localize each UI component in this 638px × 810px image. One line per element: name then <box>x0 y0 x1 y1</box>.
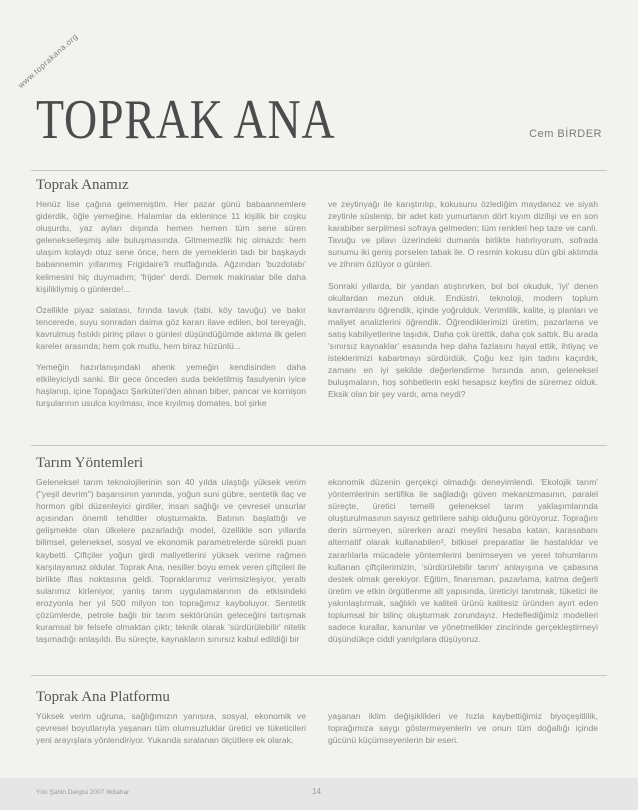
section-2-left-column <box>36 476 306 654</box>
paragraph: yaşanan iklim değişiklikleri ve hızla kaybettiğimiz biyoçeşitlilik, toprağımıza saygı göstermeyenlerin ve onun tüm doğallığı içinde gücünü küçümseyenlerin bir eseri. <box>328 711 598 746</box>
paragraph: Henüz lise çağına gelmemiştim. Her pazar günü babaannemlere giderdik, öğle yemeğine. Halamlar da eklenince 11 kişilik bir coşku oluşurdu, yaz ayları dışında hemen hemen tüm sene süren gelenekselleşmiş aile buluşmasında. Gitmemezlik hiç olmazdı: hem ulaşım kolaydı otuz sene önce, hem de yemeklerin tadı bir başkaydı babannemin yıllanmış Frigidaire'li mutfağında. Ağzından 'buzdolabı' kelimesini hiç duymadım; 'frijder' derdi. Demek makinalar bile daha kişilikliymiş o günlerde!... <box>36 199 306 294</box>
paragraph: Geleneksel tarım teknolojilerinin son 40 yılda ulaştığı yüksek verim ("yeşil devrim") başarısının yanında, yoğun suni gübre, sentetik ilaç ve hormon gibi düzenleyici girdiler, insan sağlığı ve çevresel unsurlar açısından önemli tehditler oluşturmakta. Batının başlattığı ve gelişmekte olan ülkelere pazarladığı model, özellikle son yıllarda bilimsel, geleneksel, sosyal ve ekonomik parametrelerde sürekli puan kaybetti. Çiftçiler yoğun girdi maliyetlerini yüksek verime rağmen karşılayamaz oldular. Toprak Ana, nesiller boyu emek veren çiftçileri ile birlikte iflas noktasına geldi. Topraklarımız verimsizleşiyor, yeraltı sularımız kirleniyor, yanlış tarım uygulamalarının da etkisindeki erozyonla her yıl 500 milyon ton toprağımız kayboluyor. Sentetik çözümlerde, petrole bağlı bir tarım sektörünün geleceğini tartışmak kuramsal bir felsefe olmaktan çıktı; teknik olarak 'sürdürülebilir' nitelik taşımadığı anlaşıldı. Bu süreçte, kaynakların sınırsız kabul edildiği bir <box>36 477 306 645</box>
paragraph: Yüksek verim uğruna, sağlığımızın yanısıra, sosyal, ekonomik ve çevresel boyutlarıyla yaşanan tüm olumsuzluklar üretici ve tüketicileri yeni arayışlara yönlendiriyor. Yukarıda sıralanan ölçütlere ek olarak, <box>36 711 306 746</box>
page-title: TOPRAK ANA <box>36 89 336 151</box>
paragraph: ve zeytinyağı ile karıştırılıp, kokusunu özlediğim maydanoz ve siyah zeytinle süslenip, bir adet katı yumurtanın dört kıyım dizilişi ve en son karabiber serpilmesi sofraya gelmeden; tüm renkleri hep taze ve canlı. Tavuğu ve pilavı üzerindeki dumanla birlikte hatırlıyorum, sofrada sunumu iki geniş porselen tabak ile. O resmin kokusu dün gibi aklımda ve zihnim özlüyor o günleri. <box>328 199 598 270</box>
divider-rule <box>31 445 607 446</box>
section-1-right-column <box>328 198 598 410</box>
section-heading: Tarım Yöntemleri <box>36 455 144 471</box>
section-1-left-column <box>36 198 306 419</box>
paragraph: Sonraki yıllarda, bir yandan atıştırırken, bol bol okuduk, 'iyi' denen okullardan mezun olduk. Endüstri, teknoloji, modern toplum kavramlarını öğrendik, içinde yoğrulduk. Verimlilik, kalite, iş planları ve maliyet analizlerini öğrendik. Öğrendiklerimizi üretim, pazarlama ve satış kabiliyetlerine taşıdık. Daha çok ürettik, daha çok sattık. Bu arada 'sınırsız kaynaklar' esasında hep daha fazlasını hayal ettik, ihtiyaç ve isteklerimizi kabartmayı sürdürdük. Çoğu kez işin tadını kaçırdık, zamanı en iyi şekilde değerlendirme hırsında anın, geleneksel buluşmaların, hoş sohbetlerin eski hesapsız keyfini de süremez olduk. Eksik olan bir şey vardı, ama neydi? <box>328 280 598 400</box>
section-3-left-column <box>36 710 306 755</box>
footer-source: Yön Şahin Dergisi 2007 Ilkbahar <box>36 789 130 796</box>
section-3-right-column <box>328 710 598 755</box>
divider-rule <box>31 170 607 171</box>
section-heading: Toprak Anamız <box>36 177 129 193</box>
section-2-right-column <box>328 476 598 654</box>
paragraph: ekonomik düzenin gerçekçi olmadığı deneyimlendi. 'Ekolojik tarım' yöntemlerinin sertifika ile sağladığı güven mekanizmasının, paralel süreçte, üretici temelli geleneksel tarım yaklaşımlarında oluşturulmasının sayısız getirilere sahip olduğunu görüyoruz. Toprağını derin sürmeyen, sürerken arazi meylini hesaba katan, karasabanı alternatif olarak kullanabilen², bitkisel preparatlar ile hastalıklar ve zararlılarla mücadele yöntemlerini benimseyen ve yerel tohumlarını kullanan çiftçilerimizin, 'sürdürülebilir tarım' anlayışına ve çabasına destek olmak gerekiyor. Eğitim, finansman, pazarlama, katma değerli üretim ve etkin örgütlenme alt yapısında, üreticiyi tanıtmak, tüketici ile yakınlaştırmak, sağlıklı ve kaliteli ürünü kalitesiz üründen ayırt eden toplumsal bir bilinç oluşturmak zorundayız. Hedeflediğimiz modelleri sadece kurallar, kanunlar ve yönetmelikler zincirinde gerçekleştirmeyi düşündükçe ciddi yanılgılara düşüyoruz. <box>328 477 598 645</box>
author-name: Cem BİRDER <box>529 128 602 140</box>
section-heading: Toprak Ana Platformu <box>36 689 170 705</box>
divider-rule <box>31 675 607 676</box>
page-number: 14 <box>312 787 321 796</box>
watermark: www.toprakana.org <box>16 31 80 91</box>
paragraph: Yemeğin hazırlanışındaki ahenk yemeğin kendisinden daha etkileyiciydi sanki. Bir gece önceden suda bekletilmiş fasulyenin iyice haşlanıp, içine Topağacı Şarküteri'den alınan biber, pancar ve kornişon turşularının usulca kıyılması, ince kıyılmış domates, bol şirke <box>36 362 306 409</box>
paragraph: Özellikle piyaz salatası, fırında tavuk (tabi, köy tavuğu) ve bakır tencerede, suyu sonradan daima göz kararı ilave edilen, bol tereyağlı, kavrulmuş fıstıklı pirinç pilavı o günleri düşündüğümde aklıma ilk gelen kareler arasında; hem çok mutlu, hem biraz hüzünlü... <box>36 304 306 352</box>
